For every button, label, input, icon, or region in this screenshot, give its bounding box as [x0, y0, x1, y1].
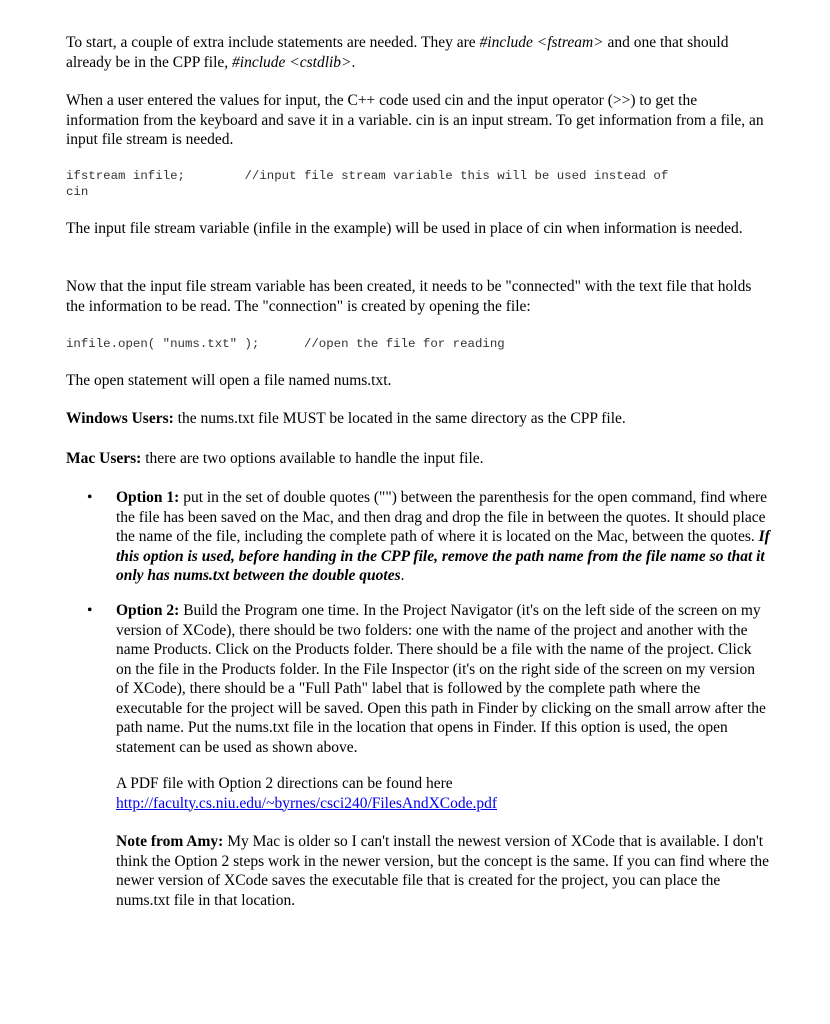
code-block-ifstream [66, 168, 668, 200]
pdf-text: A PDF file with Option 2 directions can be found here [116, 775, 453, 792]
option2-item [116, 601, 770, 757]
option2-text: Build the Program one time. In the Project Navigator (it's on the left side of the screen on my version of XCode), there should be two folders: one with the name of the project and another with the name Products. Click on the Products folder. There should be a file with the name of the project. Click on the file in the Products folder. In the File Inspector (it's on the right side of the screen on my version of XCode), there should be a "Full Path" label that is followed by the complete path where the executable for the project will be saved. Open this path in Finder by clicking on the small arrow after the path name. Put the nums.txt file in the location that opens in Finder. If this option is used, the open statement can be used as shown above. [116, 602, 766, 756]
option1-emphasis: If this option is used, before handing in the CPP file, remove the path name from the file name so that it only has nums.txt between the double quotes [116, 528, 770, 584]
pdf-paragraph [116, 774, 770, 813]
code-line: ifstream infile; //input file stream variable this will be used instead of [66, 169, 669, 183]
mac-users-label: Mac Users: [66, 450, 142, 467]
windows-users-text: the nums.txt file MUST be located in the same directory as the CPP file. [173, 410, 626, 427]
option2-label: Option 2: [116, 602, 180, 619]
infile-paragraph: The input file stream variable (infile in the example) will be used in place of cin when information is needed. [66, 220, 743, 237]
note-paragraph [116, 832, 770, 910]
option1-label: Option 1: [116, 489, 180, 506]
note-text: My Mac is older so I can't install the newest version of XCode that is available. I don't think the Option 2 steps work in the newer version, but the concept is the same. If you can find where the newer version of XCode saves the executable file that is created for the project, you can place the nums.txt file in that location. [116, 833, 769, 909]
intro-text-1: To start, a couple of extra include statements are needed. They are [66, 34, 480, 51]
mac-users-paragraph [66, 449, 770, 469]
note-label: Note from Amy: [116, 833, 224, 850]
option1-item [116, 488, 770, 586]
intro-paragraph [66, 33, 770, 72]
windows-users-paragraph [66, 409, 770, 429]
intro-text-3: . [351, 53, 356, 71]
connect-paragraph: Now that the input file stream variable has been created, it needs to be "connected" with the text file that holds the information to be read. The "connection" is created by opening the file: [66, 278, 752, 315]
pdf-link[interactable]: http://faculty.cs.niu.edu/~byrnes/csci240/FilesAndXCode.pdf [116, 794, 498, 812]
bullet-icon: • [87, 602, 93, 619]
intro-text-2: and one that should already be in the CPP file, [66, 34, 729, 71]
bullet-icon: • [87, 489, 93, 506]
option1-text: put in the set of double quotes ("") between the parenthesis for the open command, find where the file has been saved on the Mac, and then drag and drop the file in between the quotes. It should place the name of the file, including the complete path of where it is located on the Mac, between the quotes. [116, 489, 768, 545]
include-fstream: #include <fstream> [479, 34, 604, 51]
open-paragraph: The open statement will open a file named nums.txt. [66, 372, 392, 389]
mac-users-text: there are two options available to handle the input file. [141, 450, 484, 467]
code-line: cin [66, 185, 89, 199]
cin-paragraph: When a user entered the values for input, the C++ code used cin and the input operator (>>) to get the information from the keyboard and save it in a variable. cin is an input stream. To get information from a file, an input file stream is needed. [66, 92, 764, 148]
include-cstdlib: #include <cstdlib> [232, 53, 352, 71]
code-block-open: infile.open( "nums.txt" ); //open the file for reading [66, 337, 505, 351]
windows-users-label: Windows Users: [66, 410, 174, 427]
option1-end: . [400, 567, 405, 584]
